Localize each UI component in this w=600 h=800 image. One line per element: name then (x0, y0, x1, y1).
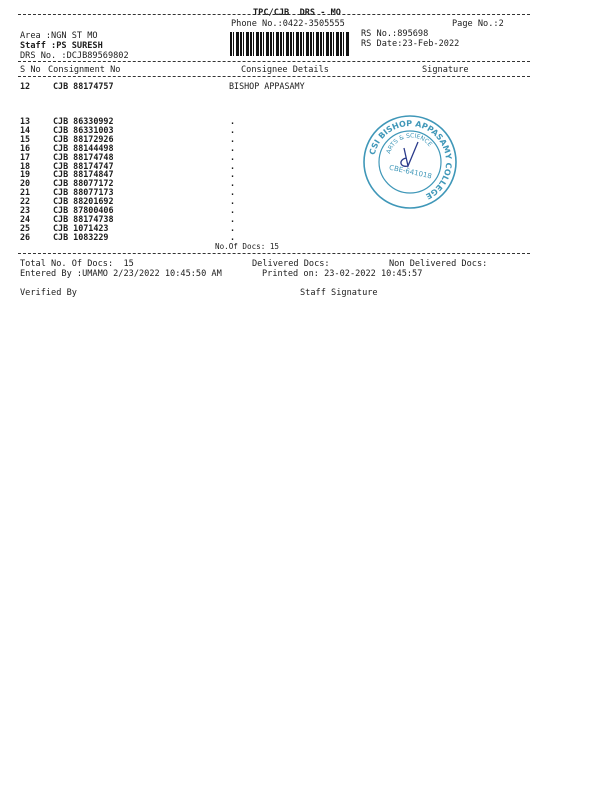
docs-count: No.Of Docs: 15 (215, 242, 280, 251)
top-divider (18, 14, 530, 15)
row-consignment: CJB 1071423 (53, 222, 109, 233)
row-sno: 20 (20, 178, 31, 189)
staff-signature: Staff Signature (300, 288, 378, 298)
columns-divider (18, 76, 530, 77)
header-divider (18, 61, 530, 62)
row-sno: 15 (20, 133, 31, 144)
row-mark: . (230, 205, 236, 215)
row-sno: 19 (20, 169, 31, 180)
row-consignment: CJB 88174748 (53, 151, 114, 162)
stamp-college-text: CSI BISHOP APPASAMY COLLEGE (367, 118, 454, 201)
row-mark: . (230, 213, 236, 224)
rs-date: RS Date:23-Feb-2022 (361, 39, 460, 49)
row-consignment: CJB 88201692 (53, 196, 114, 207)
row-sno: 17 (20, 151, 31, 162)
row-mark: . (230, 187, 236, 198)
row-mark: . (230, 196, 236, 207)
drs-number: DRS No. :DCJB89569802 (20, 51, 129, 61)
row-sno: 26 (20, 231, 31, 242)
table-end-divider (18, 253, 530, 254)
row-sno: 23 (20, 205, 31, 215)
row-sno: 18 (20, 160, 31, 171)
page-number: Page No.:2 (452, 19, 504, 29)
row-consignment: CJB 88174747 (53, 160, 114, 171)
row-consignment: CJB 86330992 (53, 116, 114, 126)
row-consignment: CJB 88077173 (53, 187, 114, 198)
col-consignee: Consignee Details (241, 65, 329, 75)
row-consignment: CJB 88077172 (53, 178, 114, 189)
row-consignment: CJB 88174847 (53, 169, 114, 180)
row-sno: 14 (20, 124, 31, 135)
row-mark: . (230, 116, 236, 126)
row-sno: 24 (20, 213, 31, 224)
row-consignee: BISHOP APPASAMY (229, 81, 305, 91)
college-stamp (360, 112, 460, 212)
printed-on: Printed on: 23-02-2022 10:45:57 (262, 269, 423, 279)
row-mark: . (230, 231, 236, 242)
stamp-arc-text: ARTS & SCIENCE (385, 132, 434, 155)
col-sno: S No (20, 65, 41, 75)
table-row (20, 233, 520, 242)
col-consignment: Consignment No (48, 65, 121, 75)
row-mark: . (230, 133, 236, 144)
stamp-code: CBE-641018 (388, 163, 433, 181)
table-row (20, 82, 520, 91)
document-title: TPC/CJB DRS - MO (253, 8, 341, 18)
row-mark: . (230, 160, 236, 171)
delivered-docs: Delivered Docs: (252, 259, 330, 269)
col-signature: Signature (422, 65, 469, 75)
non-delivered-docs: Non Delivered Docs: (389, 259, 488, 269)
phone-number: Phone No.:0422-3505555 (231, 19, 345, 29)
row-mark: . (230, 178, 236, 189)
row-consignment: CJB 86331003 (53, 124, 114, 135)
row-consignment: CJB 88174738 (53, 213, 114, 224)
rs-number: RS No.:895698 (361, 29, 429, 39)
area-label: Area :NGN ST MO (20, 31, 98, 41)
row-sno: 13 (20, 116, 31, 126)
row-mark: . (230, 222, 236, 233)
row-consignment: CJB 88144498 (53, 142, 114, 153)
verified-by: Verified By (20, 288, 77, 298)
staff-label: Staff :PS SURESH (20, 41, 103, 51)
row-mark: . (230, 151, 236, 162)
row-mark: . (230, 124, 236, 135)
signature-mark (401, 142, 418, 166)
entered-by: Entered By :UMAMO 2/23/2022 10:45:50 AM (20, 269, 222, 279)
total-docs: Total No. Of Docs: 15 (20, 259, 134, 269)
row-mark: . (230, 169, 236, 180)
row-sno: 25 (20, 222, 31, 233)
row-consignment: CJB 88172926 (53, 133, 114, 144)
row-sno: 16 (20, 142, 31, 153)
row-sno: 12 (20, 81, 31, 91)
row-sno: 21 (20, 187, 31, 198)
barcode (230, 32, 350, 56)
row-sno: 22 (20, 196, 31, 207)
row-consignment: CJB 1083229 (53, 231, 109, 242)
row-mark: . (230, 142, 236, 153)
row-consignment: CJB 87800406 (53, 205, 114, 215)
row-consignment: CJB 88174757 (53, 81, 114, 91)
